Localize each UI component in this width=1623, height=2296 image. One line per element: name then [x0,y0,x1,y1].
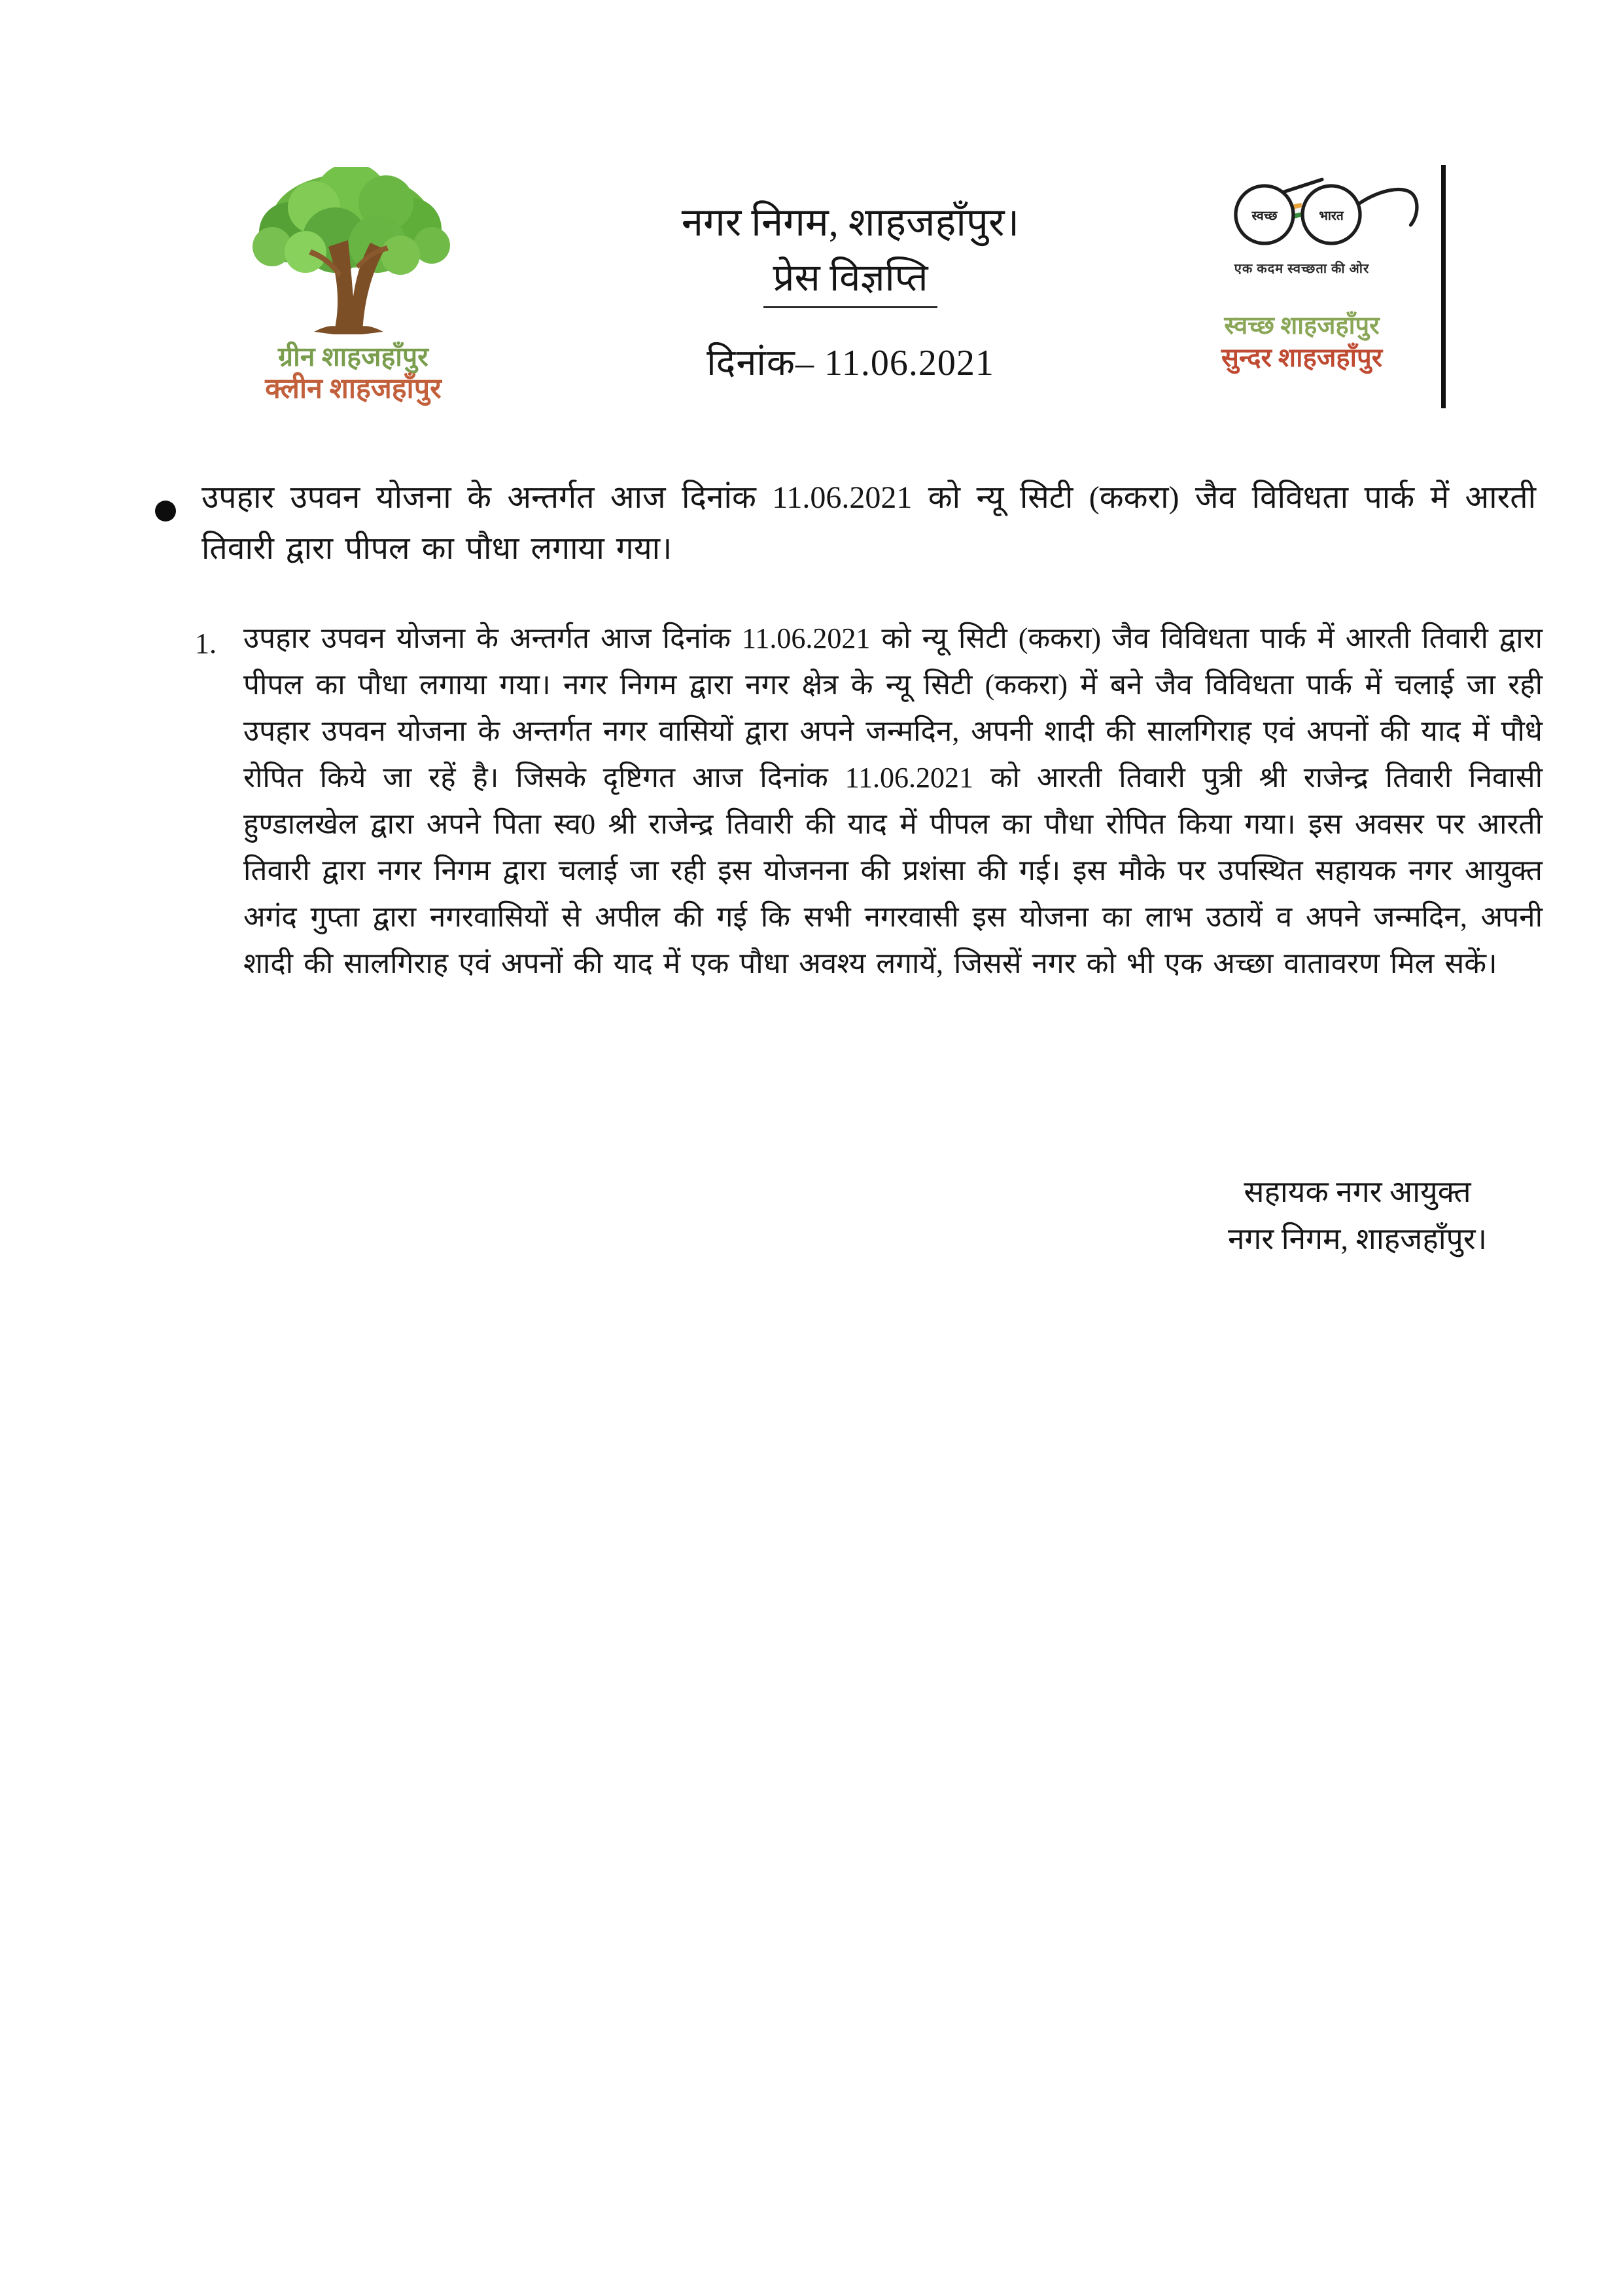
tree-foliage [253,167,450,275]
swachh-shahjahanpur-label: स्वच्छ शाहजहाँपुर [1224,312,1380,340]
tree-trunk [309,240,389,334]
signature-block [1212,1169,1503,1263]
press-release-heading: प्रेस विज्ञप्ति [763,256,937,308]
tree-icon [243,167,459,336]
green-shahjahanpur-label: ग्रीन शाहजहाँपुर [278,342,428,372]
signatory-designation: सहायक नगर आयुक्त [1244,1175,1471,1209]
swachh-bharat-spectacles-icon [1229,171,1425,258]
clean-shahjahanpur-label: क्लीन शाहजहाँपुर [265,374,442,404]
sundar-shahjahanpur-label: सुन्दर शाहजहाँपुर [1221,343,1383,372]
list-item-number: 1. [195,627,217,660]
bullet-item-text: उपहार उपवन योजना के अन्तर्गत आज दिनांक 11.06.2021 को न्यू सिटी (ककरा) जैव विविधता पार्क में आरती तिवारी द्वारा पीपल का पौधा लगाया गया। [201,480,1536,566]
vertical-divider [1441,165,1446,408]
lens-right-label: भारत [1319,209,1344,223]
spectacle-right-temple [1359,190,1417,225]
org-title: नगर निगम, शाहजहाँपुर। [681,201,1020,244]
bullet-icon [155,501,176,521]
doc-type-wrap [621,256,1079,308]
swachh-bharat-tagline: एक कदम स्वच्छता की ओर [1234,262,1370,276]
date-line: दिनांक– 11.06.2021 [707,343,994,383]
signatory-organization: नगर निगम, शाहजहाँपुर। [1227,1222,1488,1256]
lens-left-label: स्वच्छ [1251,209,1278,223]
list-item-text: उपहार उपवन योजना के अन्तर्गत आज दिनांक 11.06.2021 को न्यू सिटी (ककरा) जैव विविधता पार्क में आरती तिवारी द्वारा पीपल का पौधा लगाया गया। नगर निगम द्वारा नगर क्षेत्र के न्यू सिटी (ककरा) में बने जैव विविधता पार्क में चलाई जा रही उपहार उपवन योजना के अन्तर्गत नगर वासियों द्वारा अपने जन्मदिन, अपनी शादी की सालगिराह एवं अपनों की याद में पौधे रोपित किये जा रहें है। जिसके दृष्टिगत आज दिनांक 11.06.2021 को आरती तिवारी पुत्री श्री राजेन्द्र तिवारी निवासी हुण्डालखेल द्वारा अपने पिता स्व0 श्री राजेन्द्र तिवारी की याद में पीपल का पौधा रोपित किया गया। इस अवसर पर आरती तिवारी द्वारा नगर निगम द्वारा चलाई जा रही इस योजनना की प्रशंसा की गई। इस मौके पर उपस्थित सहायक नगर आयुक्त अगंद गुप्ता द्वारा नगरवासियों से अपील की गई कि सभी नगरवासी इस योजना का लाभ उठायें व अपने जन्मदिन, अपनी शादी की सालगिराह एवं अपनों की याद में एक पौधा अवश्य लगायें, जिससें नगर को भी एक अच्छा वातावरण मिल सकें। [243,622,1543,980]
